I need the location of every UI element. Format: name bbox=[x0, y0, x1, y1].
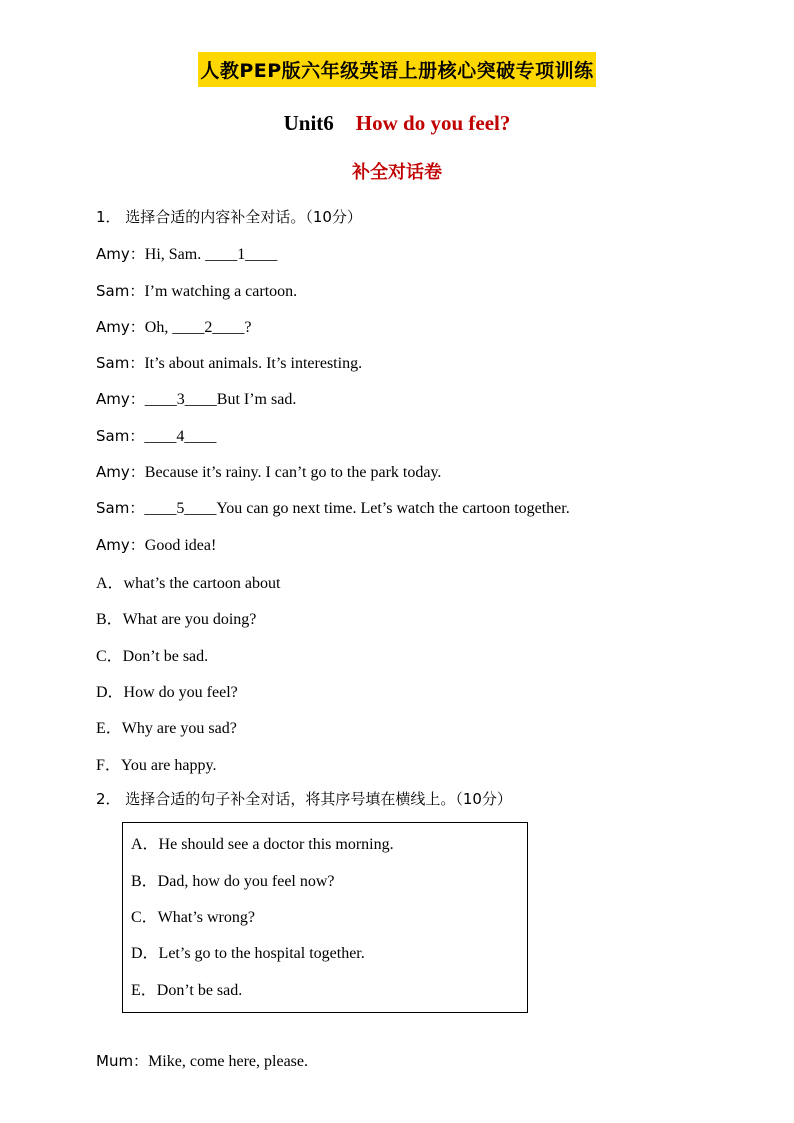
dialogue-text: I’m watching a cartoon. bbox=[144, 283, 298, 300]
speaker-label: Amy： bbox=[96, 245, 145, 263]
dialogue-text: Good idea! bbox=[144, 537, 217, 554]
answer-option: E．Why are you sad? bbox=[96, 720, 237, 737]
dialogue-line bbox=[96, 1050, 308, 1071]
answer-option: B．What are you doing? bbox=[96, 611, 257, 628]
answer-option: F．You are happy. bbox=[96, 757, 217, 774]
speaker-label: Amy： bbox=[96, 536, 145, 554]
question-2-prompt: 2． 选择合适的句子补全对话，将其序号填在横线上。（10分） bbox=[96, 790, 512, 808]
header bbox=[0, 52, 794, 87]
dialogue-line bbox=[96, 280, 297, 301]
answer-option: D．How do you feel? bbox=[96, 684, 238, 701]
dialogue-text: Because it’s rainy. I can’t go to the park today. bbox=[144, 464, 442, 481]
unit-name: How do you feel? bbox=[355, 111, 511, 135]
speaker-label: Sam： bbox=[96, 282, 145, 300]
dialogue-line bbox=[96, 388, 296, 409]
dialogue-text: Oh, ____2____? bbox=[144, 319, 252, 336]
dialogue-line bbox=[96, 352, 362, 373]
dialogue-line bbox=[96, 425, 216, 446]
answer-option: C．What’s wrong? bbox=[131, 909, 255, 926]
speaker-label: Sam： bbox=[96, 499, 145, 517]
question-1-prompt: 1． 选择合适的内容补全对话。（10分） bbox=[96, 208, 362, 226]
dialogue-line bbox=[96, 534, 216, 555]
options-box bbox=[122, 822, 528, 1013]
dialogue-text: Hi, Sam. ____1____ bbox=[144, 246, 278, 263]
unit-heading bbox=[0, 111, 794, 136]
worksheet-subtitle: 补全对话卷 bbox=[352, 162, 442, 183]
dialogue-line bbox=[96, 461, 441, 482]
dialogue-text: ____4____ bbox=[144, 428, 217, 445]
dialogue-line bbox=[96, 243, 277, 264]
speaker-label: Sam： bbox=[96, 354, 145, 372]
speaker-label: Sam： bbox=[96, 427, 145, 445]
unit-number: Unit6 bbox=[283, 111, 334, 135]
dialogue-line bbox=[96, 497, 570, 518]
dialogue-text: ____3____But I’m sad. bbox=[144, 391, 297, 408]
speaker-label: Amy： bbox=[96, 318, 145, 336]
speaker-label: Amy： bbox=[96, 463, 145, 481]
answer-option: B．Dad, how do you feel now? bbox=[131, 873, 335, 890]
answer-option: C．Don’t be sad. bbox=[96, 648, 209, 665]
answer-option: D．Let’s go to the hospital together. bbox=[131, 945, 365, 962]
dialogue-text: It’s about animals. It’s interesting. bbox=[144, 355, 363, 372]
answer-option: A．what’s the cartoon about bbox=[96, 575, 281, 592]
answer-option: E．Don’t be sad. bbox=[131, 982, 243, 999]
dialogue-line bbox=[96, 316, 251, 337]
dialogue-text: ____5____You can go next time. Let’s watch the cartoon together. bbox=[144, 500, 570, 517]
dialogue-text: Mike, come here, please. bbox=[148, 1053, 308, 1070]
answer-option: A．He should see a doctor this morning. bbox=[131, 836, 394, 853]
speaker-label: Amy： bbox=[96, 390, 145, 408]
speaker-label: Mum： bbox=[96, 1052, 149, 1070]
worksheet-title: 人教PEP版六年级英语上册核心突破专项训练 bbox=[198, 52, 595, 87]
